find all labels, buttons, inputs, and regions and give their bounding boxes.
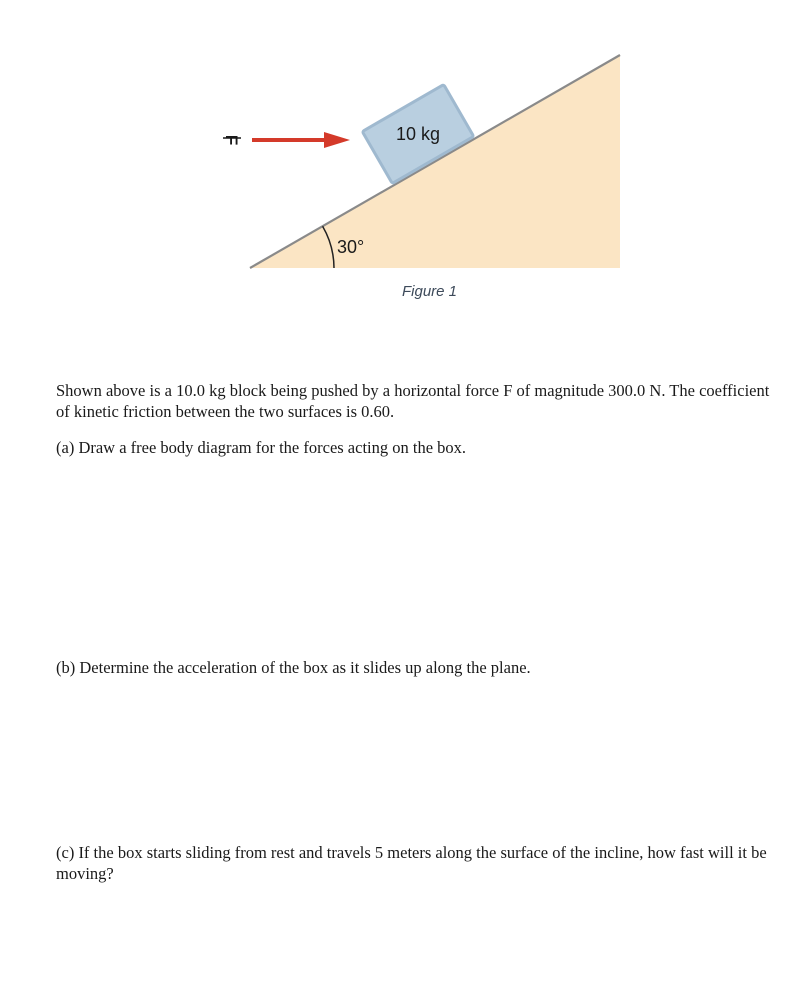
angle-label: 30° xyxy=(337,237,365,257)
incline-figure xyxy=(0,0,812,320)
force-label xyxy=(222,135,241,145)
svg-text:F: F xyxy=(222,134,241,146)
question-a: (a) Draw a free body diagram for the forces acting on the box. xyxy=(56,438,467,457)
figure-caption: Figure 1 xyxy=(402,283,458,300)
problem-intro: Shown above is a 10.0 kg block being pushed by a horizontal force F of magnitude 300.0 N. The coefficient of kinetic friction between the two surfaces is 0.60. xyxy=(56,381,770,421)
force-arrow xyxy=(252,132,350,148)
mass-label: 10 kg xyxy=(395,123,441,144)
question-c: (c) If the box starts sliding from rest and travels 5 meters along the surface of the incline, how fast will it be moving? xyxy=(56,843,767,883)
question-b: (b) Determine the acceleration of the box as it slides up along the plane. xyxy=(56,658,531,677)
